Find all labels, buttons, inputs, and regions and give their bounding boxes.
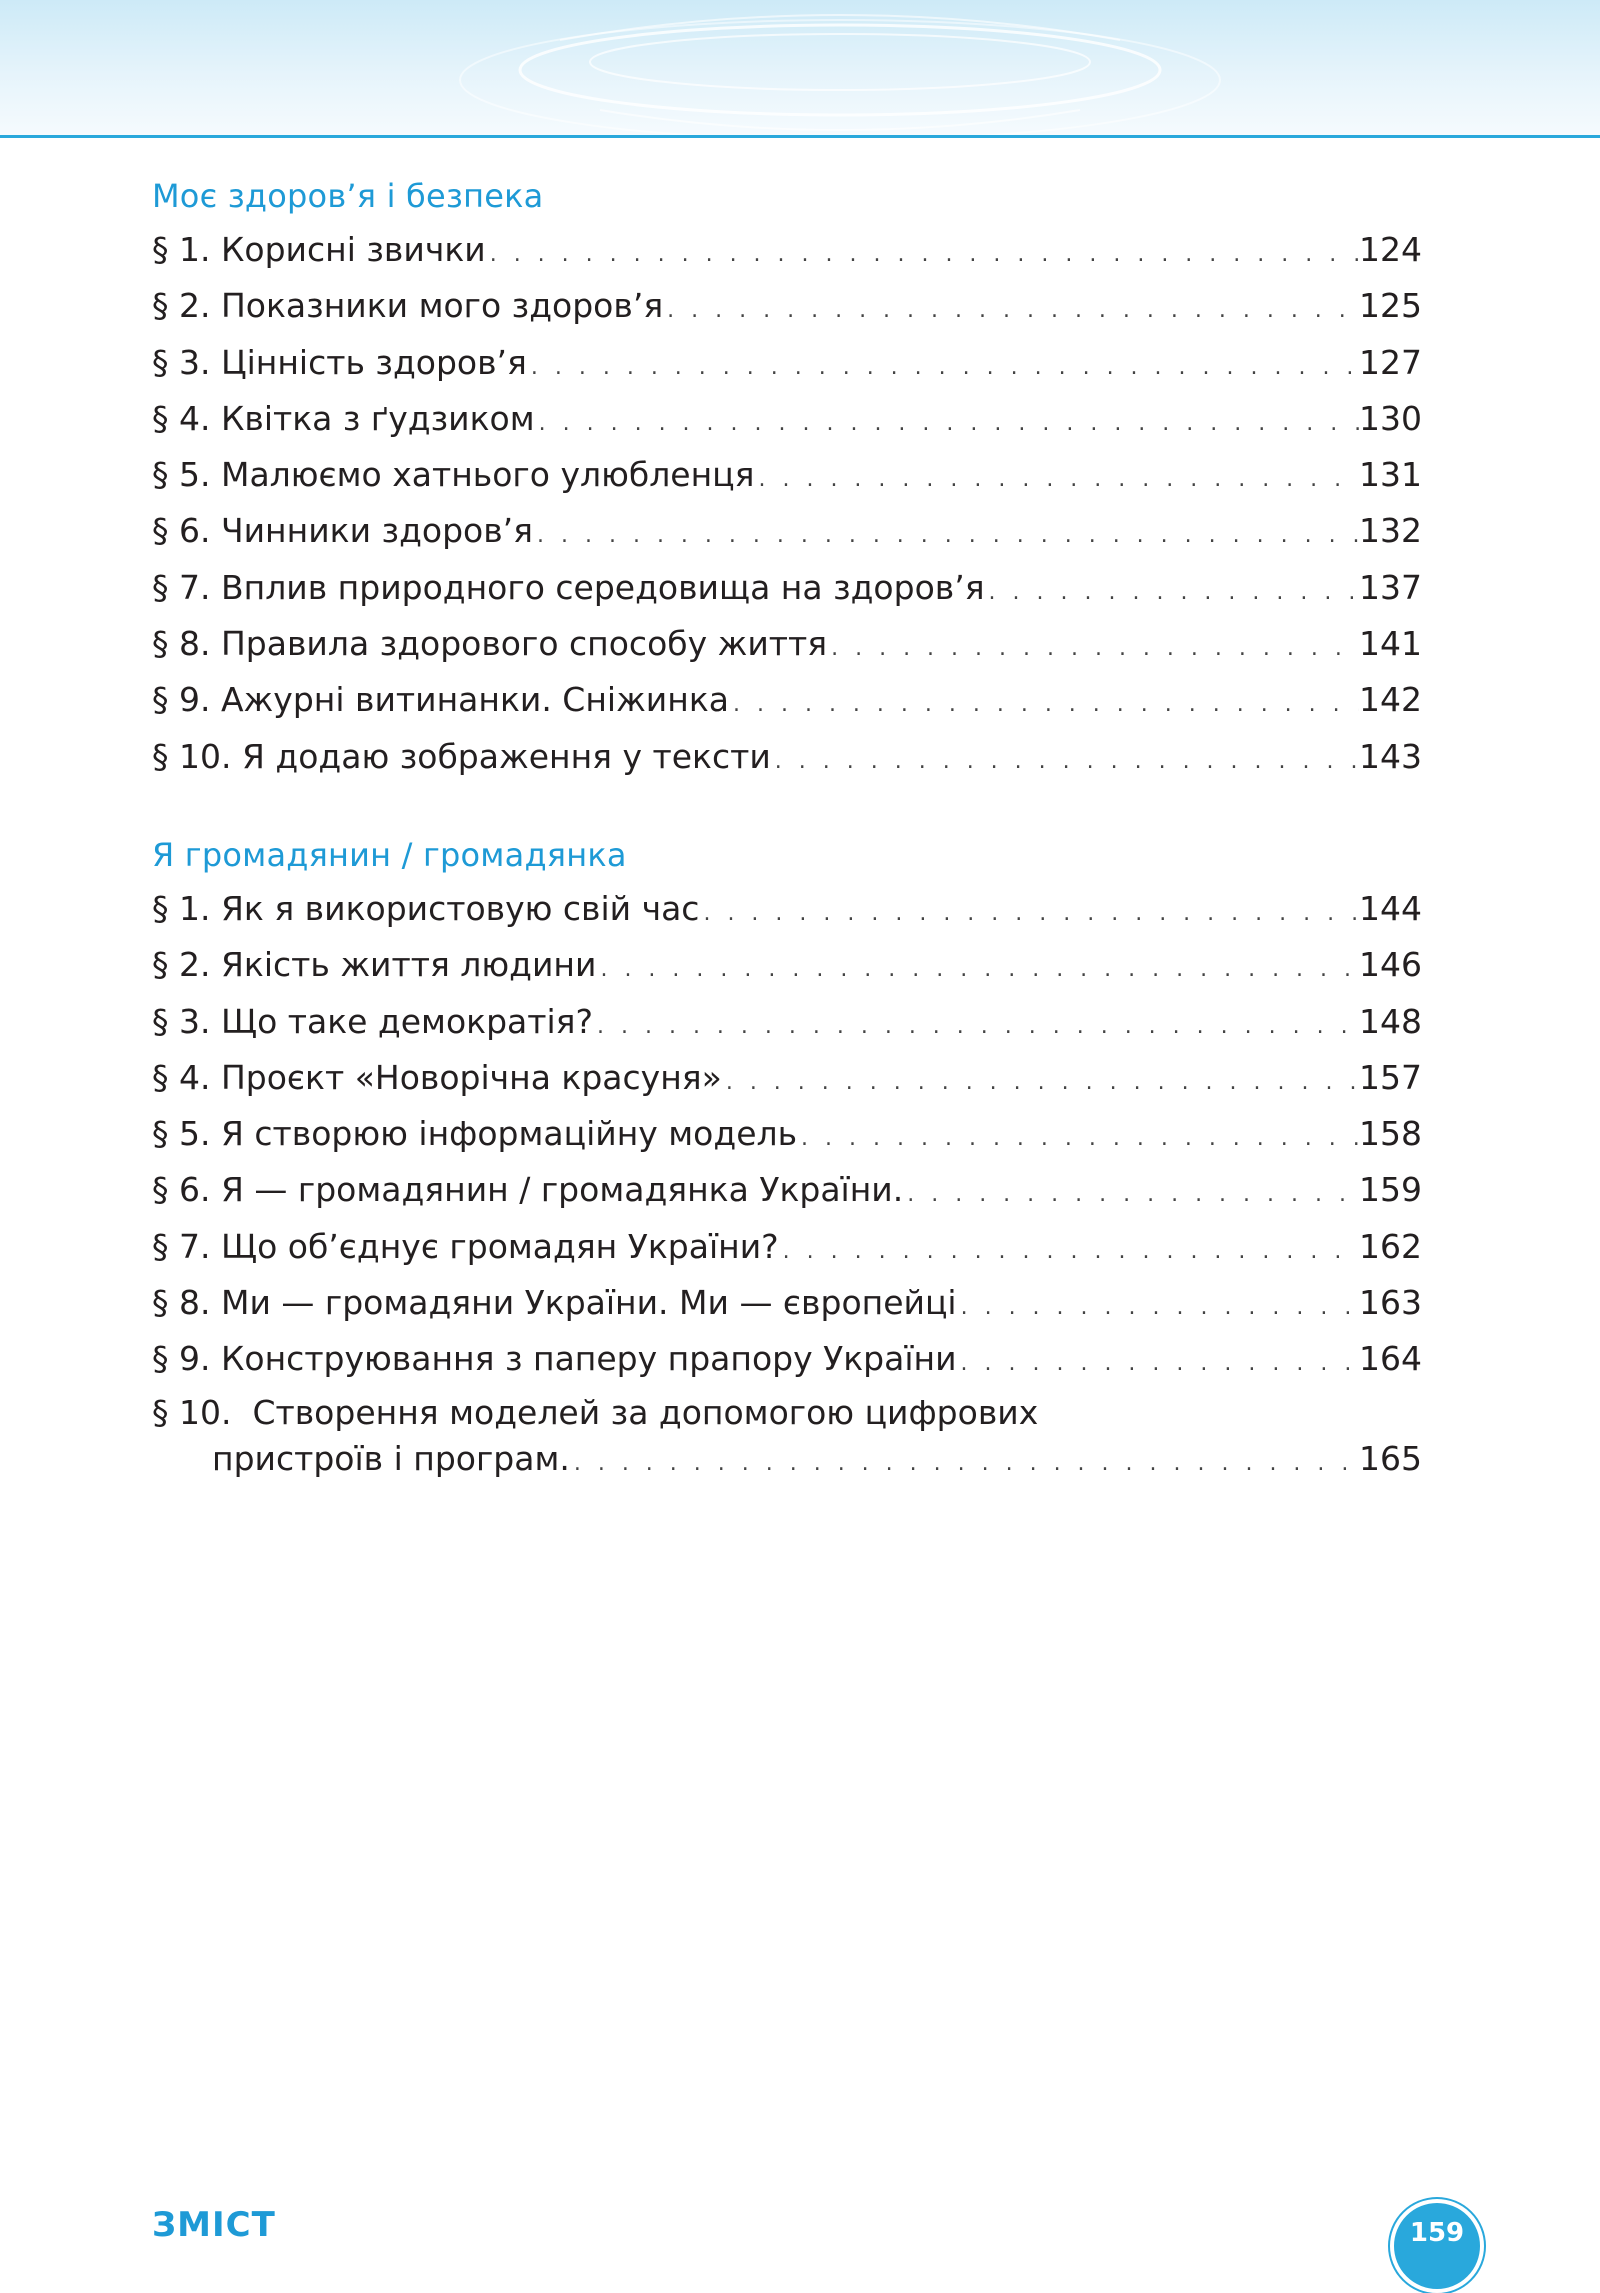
page-number: 148	[1359, 1001, 1422, 1041]
dot-leader	[797, 1111, 1359, 1167]
page-number: 141	[1359, 624, 1422, 664]
entry-title: Вплив природного середовища на здоров’я	[220, 567, 985, 607]
dot-leader	[533, 508, 1359, 564]
dot-leader	[985, 565, 1359, 621]
toc-entry[interactable]	[152, 1050, 1422, 1106]
paragraph-number: § 10.	[152, 736, 232, 776]
footer-contents-label: ЗМІСТ	[152, 2205, 276, 2245]
page-number: 158	[1359, 1114, 1422, 1154]
page-number: 131	[1359, 455, 1422, 495]
toc-entry[interactable]	[152, 672, 1422, 728]
toc-entry[interactable]	[152, 391, 1422, 447]
dot-leader	[722, 1055, 1359, 1111]
paragraph-number: § 2.	[152, 286, 211, 326]
paragraph-number: § 5.	[152, 1114, 211, 1154]
page-number: 144	[1359, 888, 1422, 928]
page-number: 124	[1359, 230, 1422, 269]
paragraph-number: § 4.	[152, 398, 211, 438]
dot-leader	[903, 1167, 1359, 1223]
entry-title: Ажурні витинанки. Сніжинка	[220, 680, 729, 720]
paragraph-number: § 10.	[152, 1392, 232, 1432]
paragraph-number: § 7.	[152, 1226, 211, 1266]
toc-entry[interactable]	[152, 278, 1422, 334]
entry-title: Я — громадянин / громадянка України.	[220, 1170, 904, 1210]
page-number: 143	[1359, 736, 1422, 776]
dot-leader	[957, 1336, 1359, 1392]
entry-title: Я додаю зображення у тексти	[241, 736, 771, 776]
toc-entry[interactable]	[152, 1219, 1422, 1275]
entry-title: Як я використовую свій час	[220, 888, 700, 928]
entry-title: Показники мого здоров’я	[220, 286, 664, 326]
page-number: 146	[1359, 945, 1422, 985]
page-number: 132	[1359, 511, 1422, 551]
entry-title: Проєкт «Новорічна красуня»	[220, 1057, 722, 1097]
page-number: 164	[1359, 1339, 1422, 1379]
paragraph-number: § 4.	[152, 1057, 211, 1097]
toc-entry[interactable]	[152, 1331, 1422, 1387]
paragraph-number: § 3.	[152, 1001, 211, 1041]
entry-title: Квітка з ґудзиком	[220, 398, 535, 438]
page-number: 162	[1359, 1226, 1422, 1266]
entry-title: Ми — громадяни України. Ми — європейці	[220, 1283, 957, 1323]
page-number: 127	[1359, 342, 1422, 382]
dot-leader	[771, 734, 1359, 790]
paragraph-number: § 3.	[152, 342, 211, 382]
entry-title: Корисні звички	[220, 230, 486, 269]
paragraph-number: § 8.	[152, 624, 211, 664]
entry-title-continuation: пристроїв і програм.	[212, 1438, 570, 1478]
paragraph-number: § 8.	[152, 1283, 211, 1323]
dot-leader	[729, 677, 1359, 733]
entry-title: Що таке демократія?	[220, 1001, 593, 1041]
entry-title: Якість життя людини	[220, 945, 597, 985]
page-number: 163	[1359, 1283, 1422, 1323]
toc-entry[interactable]	[152, 1106, 1422, 1162]
section-title: Моє здоров’я і безпека	[152, 177, 544, 215]
section-title: Я громадянин / громадянка	[152, 835, 627, 874]
toc-entry[interactable]	[152, 881, 1422, 937]
header-rule	[0, 135, 1600, 138]
entry-first-line	[152, 1388, 1422, 1438]
header-band	[0, 0, 1600, 137]
toc-section-health	[152, 170, 1422, 785]
entry-title: Малюємо хатнього улюбленця	[220, 455, 755, 495]
paragraph-number: § 5.	[152, 455, 211, 495]
paragraph-number: § 2.	[152, 945, 211, 985]
decorative-globe-arcs	[0, 0, 1600, 137]
page-number: 157	[1359, 1057, 1422, 1097]
page-number: 137	[1359, 567, 1422, 607]
page-number: 165	[1359, 1438, 1422, 1478]
dot-leader	[779, 1224, 1359, 1280]
entry-title: Що об’єднує громадян України?	[220, 1226, 779, 1266]
paragraph-number: § 1.	[152, 230, 211, 269]
page-number: 125	[1359, 286, 1422, 326]
toc-entry[interactable]	[152, 560, 1422, 616]
dot-leader	[596, 942, 1359, 998]
paragraph-number: § 1.	[152, 888, 211, 928]
dot-leader	[527, 340, 1359, 396]
toc-entry[interactable]	[152, 503, 1422, 559]
page-number: 142	[1359, 680, 1422, 720]
dot-leader	[593, 999, 1359, 1055]
toc-entry[interactable]	[152, 335, 1422, 391]
dot-leader	[957, 1280, 1359, 1336]
toc-entry[interactable]	[152, 729, 1422, 785]
toc-list	[152, 881, 1422, 1480]
dot-leader	[570, 1443, 1359, 1485]
dot-leader	[663, 283, 1359, 339]
toc-entry[interactable]	[152, 994, 1422, 1050]
paragraph-number: § 9.	[152, 1339, 211, 1379]
toc-entry[interactable]	[152, 447, 1422, 503]
entry-title: Цінність здоров’я	[220, 342, 527, 382]
entry-title: Правила здорового способу життя	[220, 624, 828, 664]
paragraph-number: § 6.	[152, 511, 211, 551]
entry-second-line	[152, 1438, 1422, 1480]
toc-entry[interactable]	[152, 1275, 1422, 1331]
entry-title: Конструювання з паперу прапору України	[220, 1339, 957, 1379]
toc-entry[interactable]	[152, 1388, 1422, 1480]
dot-leader	[535, 396, 1359, 452]
page-number-badge: 159	[1390, 2199, 1484, 2293]
toc-list	[152, 222, 1422, 785]
paragraph-number: § 7.	[152, 567, 211, 607]
paragraph-number: § 6.	[152, 1170, 211, 1210]
entry-title: Чинники здоров’я	[220, 511, 534, 551]
toc-entry[interactable]	[152, 1162, 1422, 1218]
toc-entry[interactable]	[152, 616, 1422, 672]
dot-leader	[699, 886, 1359, 942]
page-number: 130	[1359, 398, 1422, 438]
entry-title: Створення моделей за допомогою цифрових	[252, 1392, 1039, 1432]
toc-entry[interactable]	[152, 222, 1422, 278]
table-of-contents	[152, 170, 1422, 1480]
paragraph-number: § 9.	[152, 680, 211, 720]
dot-leader	[486, 227, 1359, 283]
page-number: 159	[1359, 1170, 1422, 1210]
entry-title: Я створюю інформаційну модель	[220, 1114, 798, 1154]
dot-leader	[754, 452, 1359, 508]
toc-entry[interactable]	[152, 937, 1422, 993]
toc-section-citizen	[152, 829, 1422, 1480]
dot-leader	[827, 621, 1359, 677]
